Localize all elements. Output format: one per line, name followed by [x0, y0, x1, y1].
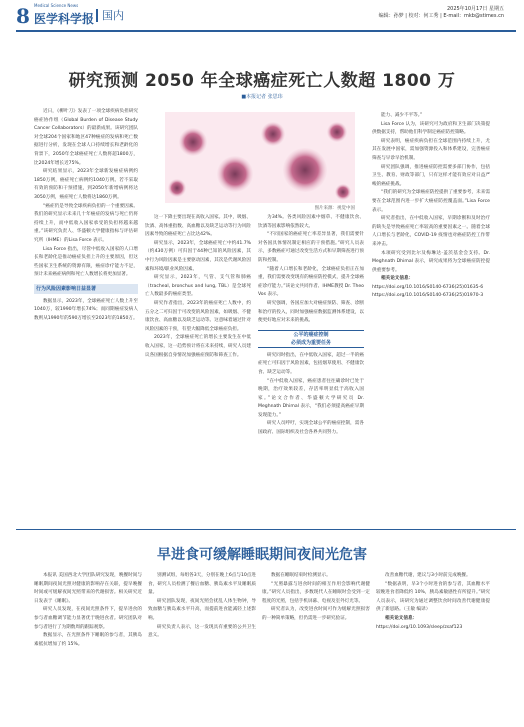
paragraph: 研究结果显示，2023年全球新发癌症病例约1850万例，癌症死亡病例约1040万例。若不采取有效的预防和干预措施，到2050年新增病例将达3050万例，癌症死亡人数将达1860万例。	[34, 169, 138, 200]
article1-subhead1: 行为风险因素影响日益显著	[34, 284, 138, 294]
ref-label: 相关论文信息：	[381, 276, 414, 282]
paragraph: Lisa Force 指出，尽管中低收入国家的人口增长和老龄化是推动癌症负担上升的主要原因，但这些国家卫生系统的资源有限，癌症诊疗能力不足，预计未来癌症病例和死亡人数增长将更加显著。	[34, 246, 138, 278]
paragraph: 研究人员呼吁，实现全球公平的癌症控制，需各国政府、国际组织及社会各界共同努力。	[258, 421, 364, 436]
article2-title: 早进食可缓解睡眠期间夜间光危害	[157, 547, 367, 563]
ref-label: 相关论文信息：	[385, 615, 418, 621]
paper-name: 医学科学报	[34, 12, 95, 26]
article1-subhead2	[258, 330, 364, 348]
page-number: 8	[16, 4, 30, 28]
paragraph: 研究显示，2023年，气管、支气管和肺癌（tracheal, bronchus and lung, TBL）是全球死亡人数最多的癌症类型。	[145, 275, 251, 298]
paragraph: 本报讯 美国西北大学团队研究发现，晚餐时间与睡眠期间夜间光照对健康的影响存在关联，提早晚餐时间或可缓解夜间光照带来的代谢损害。相关研究近日发表于《睡眠》。	[34, 573, 142, 604]
page-header	[0, 0, 524, 40]
section-label: 国内	[96, 9, 124, 22]
article1-col3	[258, 112, 364, 526]
paragraph: 研究者认为，改变进食时间可作为缓解光照损害的一种简单策略，但仍需进一步研究验证。	[262, 607, 370, 621]
article2-col3	[262, 572, 370, 722]
paragraph: “在中低收入国家，癌症患者往往确诊时已处于晚期，治疗效果较差，存活率明显低于高收入国家。”论文合作者、华盛顿大学研究员 Dr. Meghnath Dhimal 表示，“我们必须提高癌症早期发现能力。”	[258, 378, 364, 418]
subhead-line: 公平的癌症控制	[293, 331, 329, 338]
paragraph: “癌症仍是导致全球疾病负担的一个重要因素。我们的研究显示未来几十年癌症的发病与死亡仍将持续上升，而中低收入国家承受的负担将越来越重。”该研究负责人、华盛顿大学健康指标与评估研究所（IHME）的Lisa Force 表示。	[34, 203, 138, 243]
doi-link[interactable]: https://doi.org/10.1016/S0140-6736(25)01970-3	[372, 293, 484, 299]
paragraph: “不同国家的癌症死亡率差异显著，我们需要针对各国具体情况制定相应的干预措施。”研究人员表示，多数癌症可通过改变生活方式和早期筛查进行预防和控制。	[258, 232, 364, 263]
header-date: 2025年10月17日 星期五	[446, 6, 504, 12]
paragraph: 为34%。各类风险因素中烟草、不健康饮食、饮酒等因素影响依然较大。	[258, 215, 364, 229]
paragraph: 本项研究受到比尔及梅琳达·盖茨基金会支持。Dr. Meghnath Dhimal 表示，研究成果将为全球癌症防控提供重要参考。	[372, 250, 490, 273]
paragraph: 研究负责人表示，这一发现具有重要的公共卫生意义。	[148, 624, 256, 639]
paragraph: 研究人员发现，在夜间光照条件下，提早进食的参与者血糖调节能力显著优于晚进食者。研究团队对参与者进行了为期数周的跟踪观察。	[34, 607, 142, 630]
paragraph: “数据表明，早3个小时进食的参与者，其血糖水平较晚进食者降低约 10%，胰岛素敏感性有所提升。”研究人员表示，该研究为通过调整饮食时间改善代谢健康提供了新思路。（王敏 编译）	[376, 581, 490, 613]
paragraph: “光照暴露与进食时间的相互作用会影响代谢健康。”研究人员指出，多数现代人在睡眠时会受到一定程度的光照，包括手机屏幕、电视及室外灯光等。	[262, 581, 370, 604]
article1-col2	[145, 214, 251, 526]
article2-col1	[34, 572, 142, 722]
paragraph: 改善血糖代谢，建议与3小时前完成晚餐。	[385, 573, 471, 578]
paper-name-en: Medical Science News	[34, 3, 79, 8]
paragraph: “随着人口增长和老龄化，全球癌症负担正在加重，我们需要改变现有的癌症防控模式，提升全球癌症诊疗能力。”该论文共同作者、IHME教授 Dr. Theo Vos 表示。	[258, 266, 364, 298]
paragraph: 这一下降主要出现在高收入国家。其中，吸烟、饮酒、高体重指数、高血糖以及缺乏运动等行为风险因素导致的癌症死亡占比达42%。	[145, 215, 251, 238]
doi-link[interactable]: https://doi.org/10.1093/sleep/zsaf123	[376, 624, 463, 630]
article1-byline: ■本报记者 张思玮	[241, 94, 283, 100]
paragraph: 研究同时指出，在中低收入国家，超过一半的癌症死亡可归因于风险因素，包括烟草使用、不健康饮食、缺乏运动等。	[258, 352, 364, 375]
paragraph: 数据在睡眠结束时检测显示。	[271, 573, 331, 578]
paragraph: 数据显示，在光照条件下睡眠的参与者，其胰岛素抵抗增加了约 15%。	[34, 633, 142, 647]
header-info	[379, 6, 504, 20]
paragraph: Lisa Force 认为，该研究可为政府和卫生部门决策提供数据支持，帮助他们科学制定癌症防控策略。	[372, 121, 490, 136]
paragraph: 2023年，全球癌症死亡的增长主要发生在中低收入国家，这一趋势预计将在未来持续，研究人员建议各国根据自身情况加强癌症预防和筛查工作。	[145, 335, 251, 358]
paragraph: “我们的研究为全球癌症防控提供了重要参考，未来需要在全球范围内进一步扩大癌症防控覆盖面。”Lisa Force 表示。	[372, 190, 490, 213]
paragraph: 研究表明，癌症疾病负担在全球范围内持续上升，尤其在发展中国家，需加强资源投入和体系建设，完善癌症筛查与早诊早治机制。	[372, 138, 490, 161]
paragraph: 研究显示，2023年，全球癌症死亡中约41.7%（约430万例）可归因于44种已知的风险因素，其中行为风险因素是主要驱动因素，其次是代谢风险因素和环境/职业风险因素。	[145, 240, 251, 272]
header-editor: 编辑：孙梦 | 校对：何工秀 | E-mail：mkb@stimes.cn	[378, 13, 504, 19]
paragraph: 研究者指出，在中低收入国家，早期诊断和及时治疗的缺失是导致癌症死亡率较高的重要因素之一。随着全球人口增长与老龄化，COVID-19 疫情也对癌症防控工作带来冲击。	[372, 216, 490, 247]
subhead-line: 必须成为重要任务	[290, 339, 331, 346]
article2-col4	[376, 572, 490, 722]
paragraph: 研究团队发现，夜间光照会扰乱人体生物钟，导致血糖与胰岛素水平升高，而提前进食能减轻上述影响。	[148, 598, 256, 621]
paragraph: 研究强调，各国应加大对癌症预防、筛查、诊断和治疗的投入，同时加强癌症数据监测体系建设，以便更好地应对未来的挑战。	[258, 300, 364, 324]
article2-col2	[148, 572, 256, 722]
paragraph: 近日，《柳叶刀》发表了一项全球疾病负担研究癌症协作组（Global Burden of Disease Study Cancer Collaborators）的最新成果。该研究团队对全球204个国家和地区47种癌症的发病和死亡数据进行分析，发现在全球人口持续增长和老龄化的背景下，2050年全球癌症死亡人数将超1800万，比2024年增长近75%。	[34, 109, 138, 166]
paragraph: 研究作者指出，2023年的癌症死亡人数中，约五分之二可归因于可改变的风险因素，如吸烟、不健康饮食、高血糖以及缺乏运动等。这意味着通过针对风险因素的干预，有望大幅降低全球癌症负担。	[145, 300, 251, 332]
article1-title: 研究预测 2050 年全球癌症死亡人数超 1800 万	[68, 71, 456, 91]
header-rule	[16, 30, 516, 32]
article1-col1	[34, 108, 138, 528]
doi-link[interactable]: https://doi.org/10.1016/S0140-6736(25)01635-6	[372, 284, 484, 290]
article1-col4	[372, 112, 490, 526]
paragraph: 能力、减少不平等。”	[381, 113, 423, 118]
photo-caption: 图片来源：视觉中国	[314, 206, 355, 211]
paragraph: 研究团队强调，推进癌症防控需要多部门协作，包括卫生、教育、财政等部门，只有这样才能有效应对日益严峻的癌症挑战。	[372, 164, 490, 187]
paragraph: 数据显示，2023年，全球癌症死亡人数上升至1040万，较1990年增长74%；而同期癌症发病人数则从1990年的590万增长至2023年的1850万。	[34, 298, 138, 322]
paragraph: 别测试组，每组各3天，分别在晚上6点与10点进食，研究人员检测了餐后血糖、胰岛素水平及睡眠质量。	[148, 573, 256, 596]
article-divider	[16, 529, 516, 530]
